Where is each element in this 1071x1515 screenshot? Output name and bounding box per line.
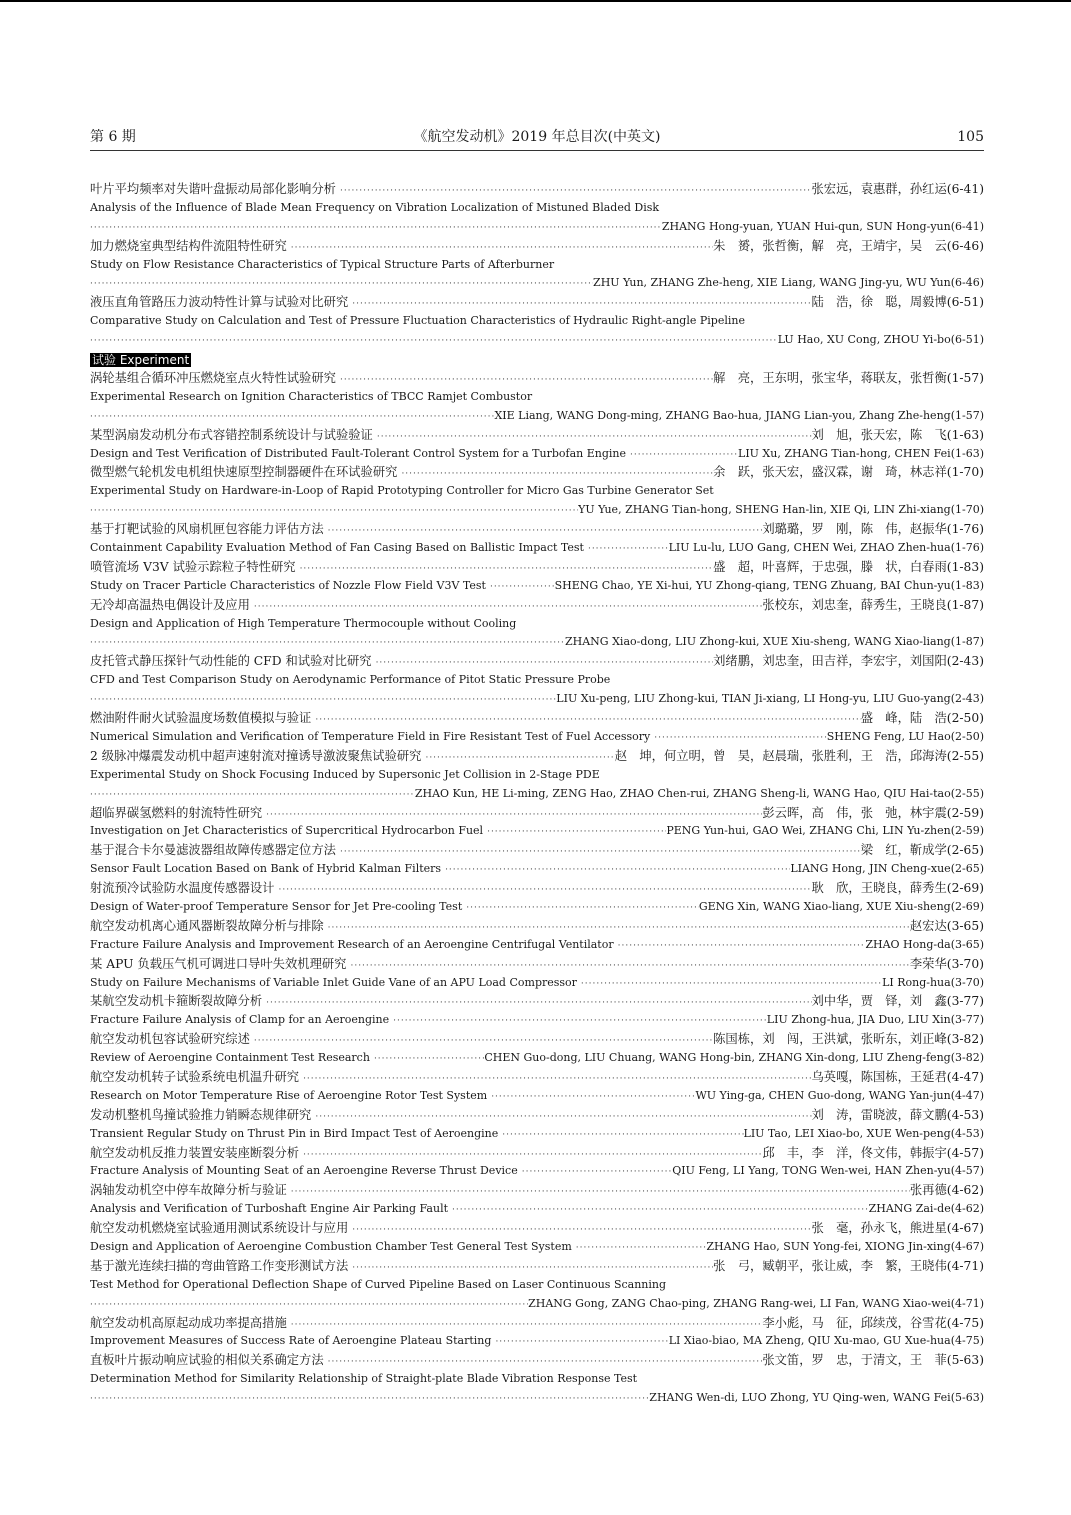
entry-title: 射流预冷试验防水温度传感器设计 (90, 881, 275, 896)
entry-title-zh (90, 1106, 984, 1125)
entry-title: 航空发动机包容试验研究综述 (90, 1032, 250, 1047)
entry-title: 2 级脉冲爆震发动机中超声速射流对撞诱导激波聚焦试验研究 (90, 748, 422, 763)
entry-title-en (90, 1276, 984, 1295)
entry-title: Numerical Simulation and Verification of Temperature Field in Fire Resistant Test of Fuel Accessory (90, 729, 651, 743)
entry-authors-ref: LU Hao, XU Cong, ZHOU Yi-bo(6-51) (777, 333, 984, 347)
entry-authors-en (90, 1295, 984, 1314)
entry-title-zh (90, 293, 984, 312)
entry-title: 涡轴发动机空中停车故障分析与验证 (90, 1183, 287, 1198)
entry-authors-ref: 盛 峰，陆 浩(2-50) (860, 711, 984, 726)
entry-title: 喷管流场 V3V 试验示踪粒子特性研究 (90, 559, 296, 574)
dot-leader (650, 729, 826, 747)
entry-authors-ref: ZHANG Zai-de(4-62) (868, 1202, 984, 1216)
entry-title-en (90, 539, 984, 558)
entry-title: 基于激光连续扫描的弯曲管路工作变形测试方法 (90, 1258, 349, 1273)
dot-leader (90, 691, 556, 709)
entry-authors-ref: 张 毫，孙永飞，熊进星(4-67) (811, 1221, 984, 1236)
page-number: 105 (957, 129, 984, 145)
entry-title-en (90, 822, 984, 841)
entry-title-zh (90, 804, 984, 823)
entry-title: Comparative Study on Calculation and Test of Pressure Fluctuation Characteristics of Hydraulic Right-angle Pipeline (90, 314, 745, 328)
entry-authors-ref: 李小彪，马 征，邱续茂，谷雪花(4-75) (762, 1315, 984, 1330)
entry-title: Fracture Analysis of Mounting Seat of an Aeroengine Reverse Thrust Device (90, 1164, 518, 1178)
entry-authors-ref: LIU Zhong-hua, JIA Duo, LIU Xin(3-77) (766, 1013, 984, 1027)
entry-authors-ref: 张文笛，罗 忠，于清文，王 菲(5-63) (762, 1353, 984, 1368)
entry-title-en (90, 1011, 984, 1030)
entry-title: 微型燃气轮机发电机组快速原型控制器硬件在环试验研究 (90, 465, 398, 480)
entry-title-en (90, 1162, 984, 1181)
entry-title: Analysis and Verification of Turboshaft Engine Air Parking Fault (90, 1202, 449, 1216)
entry-title-en (90, 256, 984, 275)
entry-authors-ref: XIE Liang, WANG Dong-ming, ZHANG Bao-hua, JIANG Lian-you, Zhang Zhe-heng(1-57) (494, 408, 984, 422)
dot-leader (336, 843, 861, 860)
entry-title-en (90, 936, 984, 955)
entry-title-zh (90, 237, 984, 256)
entry-authors-en (90, 785, 984, 804)
entry-authors-en (90, 633, 984, 652)
entry-title: Improvement Measures of Success Rate of Aeroengine Plateau Starting (90, 1334, 492, 1348)
entry-authors-en (90, 690, 984, 709)
entry-authors-ref: 余 跃，张天宏，盛汉霖，谢 琦，林志祥(1-70) (713, 465, 984, 480)
dot-leader (262, 806, 762, 823)
dot-leader (90, 786, 415, 804)
dot-leader (370, 1050, 484, 1068)
entry-title: 无冷却高温热电偶设计及应用 (90, 597, 250, 612)
entry-authors-ref: ZHANG Xiao-dong, LIU Zhong-kui, XUE Xiu-sheng, WANG Xiao-liang(1-87) (565, 635, 984, 649)
entry-title: 某型涡扇发动机分布式容错控制系统设计与试验验证 (90, 427, 373, 442)
entry-title-zh (90, 955, 984, 974)
entry-title: 涡轮基组合循环冲压燃烧室点火特性试验研究 (90, 371, 336, 386)
entry-title-zh (90, 558, 984, 577)
entry-authors-en (90, 1389, 984, 1408)
entry-title-zh (90, 917, 984, 936)
journal-title: 《航空发动机》2019 年总目次(中英文) (413, 129, 661, 145)
entry-authors-ref: LIU Tao, LEI Xiao-bo, XUE Wen-peng(4-53) (743, 1126, 984, 1140)
page-header (90, 126, 984, 151)
entry-authors-ref: 张宏远，袁惠群，孙红运(6-41) (811, 182, 984, 196)
entry-title: 基于混合卡尔曼滤波器组故障传感器定位方法 (90, 843, 336, 858)
section-heading-label: 试验 Experiment (92, 353, 190, 368)
entry-authors-en (90, 407, 984, 426)
entry-title-en (90, 860, 984, 879)
dot-leader (299, 1146, 762, 1163)
entry-authors-ref: GENG Xin, WANG Xiao-liang, XUE Xiu-sheng(2-69) (698, 899, 984, 913)
dot-leader (491, 1333, 668, 1351)
entry-title: Design of Water-proof Temperature Sensor for Jet Pre-cooling Test (90, 899, 463, 913)
entry-title-zh (90, 1314, 984, 1333)
entry-title-en (90, 1125, 984, 1144)
entry-authors-ref: ZHAO Kun, HE Li-ming, ZENG Hao, ZHAO Chen-rui, ZHANG Sheng-li, WANG Hao, QIU Hai-tao(2-55) (414, 786, 984, 800)
entry-title: 航空发动机高原起动成功率提高措施 (90, 1315, 287, 1330)
dot-leader (299, 1070, 811, 1087)
dot-leader (324, 1353, 763, 1370)
dot-leader (498, 1126, 743, 1144)
dot-leader (90, 408, 494, 426)
entry-title-en (90, 974, 984, 993)
entry-authors-ref: SHENG Feng, LU Hao(2-50) (826, 729, 984, 743)
entry-title-zh (90, 180, 984, 199)
dot-leader (287, 1183, 910, 1200)
entry-authors-ref: 李荣华(3-70) (909, 956, 984, 971)
entry-title-zh (90, 652, 984, 671)
dot-leader (441, 861, 790, 879)
table-of-contents (90, 180, 984, 1408)
entry-authors-en (90, 218, 984, 237)
entry-title: 航空发动机反推力装置安装座断裂分析 (90, 1145, 300, 1160)
entry-authors-ref: 盛 超，叶喜辉，于忠强，滕 状，白春雨(1-83) (713, 559, 984, 574)
entry-title-en (90, 1200, 984, 1219)
dot-leader (462, 899, 699, 917)
entry-title: Fracture Failure Analysis of Clamp for an Aeroengine (90, 1013, 390, 1027)
entry-title-zh (90, 747, 984, 766)
entry-title: Sensor Fault Location Based on Bank of Hybrid Kalman Filters (90, 862, 442, 876)
dot-leader (389, 1012, 767, 1030)
entry-title: Study on Failure Mechanisms of Variable Inlet Guide Vane of an APU Load Compressor (90, 975, 577, 989)
entry-title: Design and Application of High Temperature Thermocouple without Cooling (90, 616, 517, 630)
dot-leader (324, 522, 763, 539)
dot-leader (90, 1296, 528, 1314)
entry-title: Design and Application of Aeroengine Combustion Chamber Test General Test System (90, 1239, 572, 1253)
dot-leader (483, 823, 666, 841)
entry-title-zh (90, 463, 984, 482)
entry-authors-ref: 张校东，刘忠奎，薛秀生，王晓良(1-87) (762, 597, 984, 612)
dot-leader (90, 502, 578, 520)
entry-title: Research on Motor Temperature Rise of Aeroengine Rotor Test System (90, 1088, 488, 1102)
entry-authors-ref: LIANG Hong, JIN Cheng-xue(2-65) (790, 862, 984, 876)
entry-title: 加力燃烧室典型结构件流阻特性研究 (90, 238, 287, 253)
entry-title-zh (90, 1181, 984, 1200)
entry-authors-ref: CHEN Guo-dong, LIU Chuang, WANG Hong-bin, ZHANG Xin-dong, LIU Zheng-feng(3-82) (484, 1051, 984, 1065)
entry-title-en (90, 898, 984, 917)
entry-title: Determination Method for Similarity Relationship of Straight-plate Blade Vibration Response Test (90, 1372, 638, 1386)
dot-leader (311, 711, 860, 728)
entry-title: 燃油附件耐火试验温度场数值模拟与验证 (90, 711, 312, 726)
dot-leader (287, 1316, 763, 1333)
entry-title-zh (90, 426, 984, 445)
entry-authors-ref: SHENG Chao, YE Xi-hui, YU Zhong-qiang, TENG Zhuang, BAI Chun-yu(1-83) (554, 578, 984, 592)
dot-leader (373, 428, 812, 445)
entry-title-en (90, 312, 984, 331)
entry-title: Analysis of the Influence of Blade Mean Frequency on Vibration Localization of Mistuned Bladed Disk (90, 200, 660, 214)
entry-authors-ref: 陆 浩，徐 聪，周毅博(6-51) (811, 295, 984, 310)
dot-leader (577, 975, 882, 993)
dot-leader (572, 1239, 707, 1257)
entry-authors-ref: 彭云晖，高 伟，张 弛，林宇震(2-59) (762, 805, 984, 820)
entry-title-en (90, 615, 984, 634)
dot-leader (487, 1088, 695, 1106)
dot-leader (372, 654, 714, 671)
dot-leader (584, 540, 669, 558)
entry-title-en (90, 388, 984, 407)
entry-title-en (90, 1332, 984, 1351)
entry-authors-en (90, 501, 984, 520)
entry-title-zh (90, 841, 984, 860)
entry-title: Transient Regular Study on Thrust Pin in Bird Impact Test of Aeroengine (90, 1126, 499, 1140)
entry-title: 叶片平均频率对失谐叶盘振动局部化影响分析 (90, 182, 336, 196)
section-heading (90, 351, 984, 367)
entry-authors-ref: QIU Feng, LI Yang, TONG Wen-wei, HAN Zhen-yu(4-57) (672, 1164, 984, 1178)
entry-title: 超临界碳氢燃料的射流特性研究 (90, 805, 263, 820)
dot-leader (626, 446, 738, 464)
entry-title: Investigation on Jet Characteristics of Supercritical Hydrocarbon Fuel (90, 824, 484, 838)
entry-authors-ref: 耿 欣，王晓良，薛秀生(2-69) (811, 881, 984, 896)
entry-title: 发动机整机鸟撞试验推力销瞬态规律研究 (90, 1107, 312, 1122)
entry-title: 直板叶片振动响应试验的相似关系确定方法 (90, 1353, 324, 1368)
entry-title: Study on Flow Resistance Characteristics of Typical Structure Parts of Afterburner (90, 257, 555, 271)
entry-title: 航空发动机燃烧室试验通用测试系统设计与应用 (90, 1221, 349, 1236)
entry-title: Experimental Research on Ignition Characteristics of TBCC Ramjet Combustor (90, 389, 533, 403)
dot-leader (250, 598, 762, 615)
entry-authors-ref: ZHU Yun, ZHANG Zhe-heng, XIE Liang, WANG Jing-yu, WU Yun(6-46) (593, 276, 984, 290)
entry-title: 某 APU 负载压气机可调进口导叶失效机理研究 (90, 956, 347, 971)
entry-title-en (90, 445, 984, 464)
entry-title: Study on Tracer Particle Characteristics of Nozzle Flow Field V3V Test (90, 578, 486, 592)
entry-authors-ref: YU Yue, ZHANG Tian-hong, SHENG Han-lin, XIE Qi, LIN Zhi-xiang(1-70) (578, 503, 984, 517)
dot-leader (421, 749, 614, 766)
entry-title: 液压直角管路压力波动特性计算与试验对比研究 (90, 295, 349, 310)
issue-number: 第 6 期 (90, 129, 136, 145)
entry-title-en (90, 728, 984, 747)
entry-title-zh (90, 596, 984, 615)
entry-title-zh (90, 1144, 984, 1163)
entry-authors-ref: 梁 红，靳成学(2-65) (860, 843, 984, 858)
entry-title-en (90, 199, 984, 218)
entry-title-zh (90, 992, 984, 1011)
dot-leader (250, 1032, 713, 1049)
dot-leader (90, 219, 662, 237)
entry-authors-ref: 张再德(4-62) (909, 1183, 984, 1198)
entry-authors-ref: 朱 赟，张哲衡，解 亮，王靖宇，吴 云(6-46) (713, 238, 984, 253)
entry-authors-ref: LIU Lu-lu, LUO Gang, CHEN Wei, ZHAO Zhen-hua(1-76) (668, 541, 984, 555)
dot-leader (397, 465, 713, 482)
entry-authors-ref: ZHANG Wen-di, LUO Zhong, YU Qing-wen, WANG Fei(5-63) (649, 1391, 984, 1405)
entry-title-en (90, 766, 984, 785)
entry-authors-ref: LIU Xu, ZHANG Tian-hong, CHEN Fei(1-63) (738, 446, 984, 460)
entry-authors-ref: 解 亮，王东明，张宝华，蒋联友，张哲衡(1-57) (713, 371, 984, 386)
entry-title-en (90, 1087, 984, 1106)
dot-leader (274, 881, 811, 898)
entry-title-en (90, 1049, 984, 1068)
entry-authors-en (90, 274, 984, 293)
entry-authors-ref: 赵宏达(3-65) (909, 918, 984, 933)
entry-title-zh (90, 369, 984, 388)
top-rule (0, 0, 1071, 2)
entry-title: Fracture Failure Analysis and Improvement Research of an Aeroengine Centrifugal Ventilator (90, 937, 614, 951)
entry-title: Experimental Study on Hardware-in-Loop of Rapid Prototyping Controller for Micro Gas Turbine Generator Set (90, 484, 714, 498)
dot-leader (90, 332, 778, 350)
entry-authors-ref: 赵 坤，何立明，曾 昊，赵晨瑞，张胜利，王 浩，邱海涛(2-55) (614, 748, 984, 763)
entry-authors-ref: ZHANG Hong-yuan, YUAN Hui-qun, SUN Hong-yun(6-41) (661, 219, 984, 233)
dot-leader (287, 239, 713, 256)
entry-title: 某航空发动机卡箍断裂故障分析 (90, 994, 263, 1009)
entry-title: 皮托管式静压探针气动性能的 CFD 和试验对比研究 (90, 654, 372, 669)
entry-title: Test Method for Operational Deflection Shape of Curved Pipeline Based on Laser Continuous Scanning (90, 1277, 667, 1291)
entry-authors-ref: 刘璐璐，罗 刚，陈 伟，赵振华(1-76) (762, 522, 984, 537)
entry-authors-ref: 乌英嘎，陈国栋，王延君(4-47) (811, 1069, 984, 1084)
dot-leader (296, 560, 714, 577)
entry-title-zh (90, 1068, 984, 1087)
entry-title-en (90, 1238, 984, 1257)
entry-title: 基于打靶试验的风扇机匣包容能力评估方法 (90, 522, 324, 537)
entry-authors-ref: LIU Xu-peng, LIU Zhong-kui, TIAN Ji-xiang, LI Hong-yu, LIU Guo-yang(2-43) (556, 692, 984, 706)
entry-authors-ref: 刘中华，贾 铎，刘 鑫(3-77) (811, 994, 984, 1009)
dot-leader (518, 1163, 673, 1181)
entry-title-en (90, 577, 984, 596)
entry-title: Experimental Study on Shock Focusing Induced by Supersonic Jet Collision in 2-Stage PDE (90, 767, 600, 781)
entry-title-zh (90, 1351, 984, 1370)
entry-title-zh (90, 709, 984, 728)
entry-authors-en (90, 331, 984, 350)
entry-title-zh (90, 879, 984, 898)
entry-authors-ref: 陈国栋，刘 闯，王洪斌，张昕东，刘正峰(3-82) (713, 1032, 984, 1047)
entry-title: Design and Test Verification of Distributed Fault-Tolerant Control System for a Turbofan Engine (90, 446, 626, 460)
entry-authors-ref: WU Ying-ga, CHEN Guo-dong, WANG Yan-jun(4-47) (695, 1088, 984, 1102)
entry-authors-ref: 张 弓，臧朝平，张让威，李 繁，王晓伟(4-71) (713, 1258, 984, 1273)
dot-leader (324, 919, 910, 936)
entry-title-en (90, 671, 984, 690)
entry-title-en (90, 1370, 984, 1389)
dot-leader (90, 275, 593, 293)
entry-title: Review of Aeroengine Containment Test Research (90, 1051, 370, 1065)
entry-title: 航空发动机转子试验系统电机温升研究 (90, 1069, 300, 1084)
dot-leader (348, 1221, 811, 1238)
entry-title-zh (90, 1257, 984, 1276)
dot-leader (336, 371, 713, 388)
entry-title-en (90, 482, 984, 501)
dot-leader (348, 295, 811, 312)
dot-leader (614, 937, 866, 955)
dot-leader (348, 1259, 713, 1276)
entry-authors-ref: 刘绪鹏，刘忠奎，田吉祥，李宏宇，刘国阳(2-43) (713, 654, 984, 669)
entry-title: Containment Capability Evaluation Method of Fan Casing Based on Ballistic Impact Test (90, 541, 584, 555)
dot-leader (90, 1390, 649, 1408)
entry-authors-ref: PENG Yun-hui, GAO Wei, ZHANG Chi, LIN Yu-zhen(2-59) (666, 824, 984, 838)
dot-leader (448, 1201, 869, 1219)
entry-authors-ref: 刘 涛，雷晓波，薛文鹏(4-53) (811, 1107, 984, 1122)
dot-leader (486, 578, 555, 596)
entry-title-zh (90, 1219, 984, 1238)
entry-title-zh (90, 520, 984, 539)
dot-leader (262, 994, 811, 1011)
dot-leader (311, 1108, 811, 1125)
entry-authors-ref: 邱 丰，李 洋，佟文伟，韩振宇(4-57) (762, 1145, 984, 1160)
entry-authors-ref: ZHANG Gong, ZANG Chao-ping, ZHANG Rang-wei, LI Fan, WANG Xiao-wei(4-71) (528, 1296, 984, 1310)
entry-authors-ref: LI Xiao-biao, MA Zheng, QIU Xu-mao, GU Xue-hua(4-75) (668, 1334, 984, 1348)
entry-authors-ref: ZHAO Hong-da(3-65) (865, 937, 984, 951)
entry-title-zh (90, 1030, 984, 1049)
entry-authors-ref: 刘 旭，张天宏，陈 飞(1-63) (811, 427, 984, 442)
dot-leader (336, 182, 812, 199)
dot-leader (90, 634, 565, 652)
entry-title: CFD and Test Comparison Study on Aerodynamic Performance of Pitot Static Pressure Probe (90, 673, 611, 687)
entry-authors-ref: ZHANG Hao, SUN Yong-fei, XIONG Jin-xing(4-67) (706, 1239, 984, 1253)
entry-authors-ref: LI Rong-hua(3-70) (882, 975, 984, 989)
dot-leader (346, 957, 909, 974)
entry-title: 航空发动机离心通风器断裂故障分析与排除 (90, 918, 324, 933)
